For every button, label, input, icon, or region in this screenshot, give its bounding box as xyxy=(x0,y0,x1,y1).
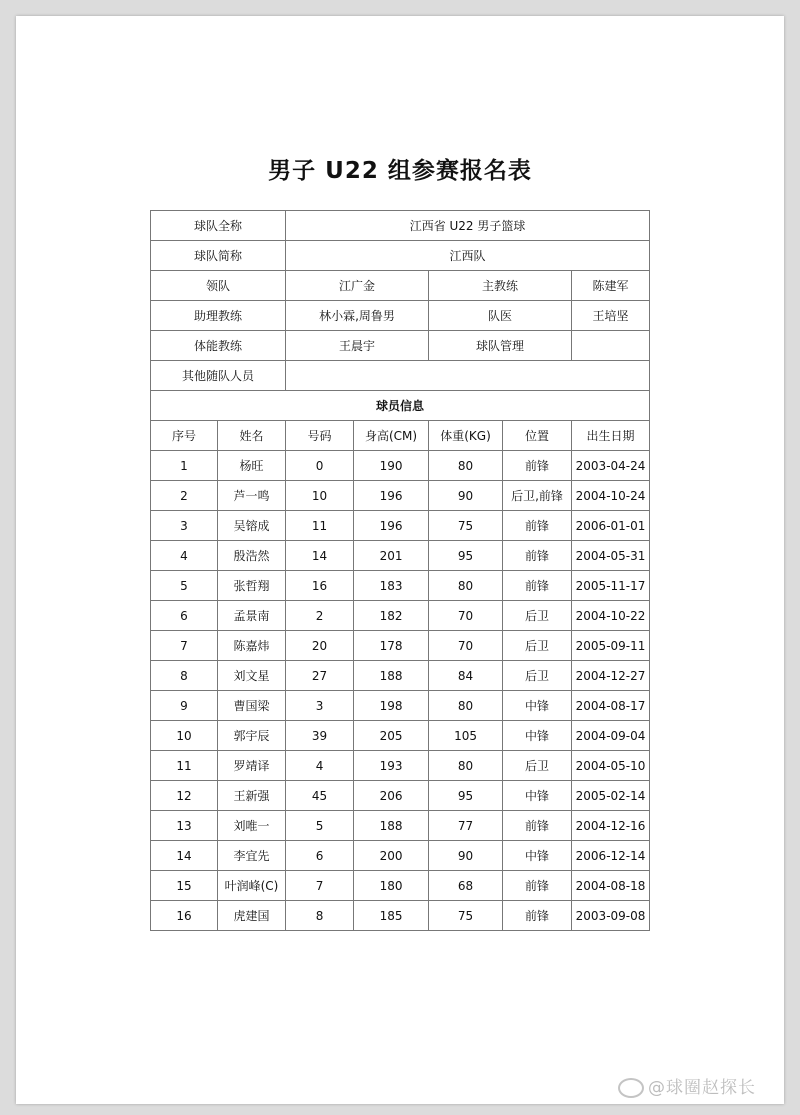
player-position: 前锋 xyxy=(503,511,572,541)
player-number: 4 xyxy=(286,751,354,781)
player-index: 2 xyxy=(151,481,218,511)
player-position: 中锋 xyxy=(503,721,572,751)
leader-value: 江广金 xyxy=(286,271,429,301)
player-number: 8 xyxy=(286,901,354,931)
table-row xyxy=(151,511,650,541)
weibo-icon xyxy=(618,1078,644,1098)
table-row xyxy=(151,451,650,481)
player-name: 虎建国 xyxy=(218,901,286,931)
player-index: 12 xyxy=(151,781,218,811)
player-weight: 95 xyxy=(429,541,503,571)
player-birthdate: 2004-10-24 xyxy=(572,481,650,511)
player-number: 16 xyxy=(286,571,354,601)
player-position: 中锋 xyxy=(503,691,572,721)
player-birthdate: 2004-09-04 xyxy=(572,721,650,751)
player-index: 8 xyxy=(151,661,218,691)
player-number: 11 xyxy=(286,511,354,541)
team-short-name-row xyxy=(151,241,650,271)
player-number: 2 xyxy=(286,601,354,631)
column-header: 姓名 xyxy=(218,421,286,451)
player-weight: 70 xyxy=(429,631,503,661)
player-weight: 80 xyxy=(429,571,503,601)
column-header: 号码 xyxy=(286,421,354,451)
leader-label: 领队 xyxy=(151,271,286,301)
player-number: 39 xyxy=(286,721,354,751)
player-birthdate: 2003-04-24 xyxy=(572,451,650,481)
column-header: 身高(CM) xyxy=(354,421,429,451)
player-index: 15 xyxy=(151,871,218,901)
player-weight: 105 xyxy=(429,721,503,751)
table-row xyxy=(151,481,650,511)
player-position: 中锋 xyxy=(503,841,572,871)
player-name: 吴镕成 xyxy=(218,511,286,541)
player-number: 6 xyxy=(286,841,354,871)
table-row xyxy=(151,751,650,781)
player-name: 芦一鸣 xyxy=(218,481,286,511)
player-birthdate: 2004-05-31 xyxy=(572,541,650,571)
table-row xyxy=(151,541,650,571)
table-row xyxy=(151,901,650,931)
player-weight: 77 xyxy=(429,811,503,841)
player-weight: 84 xyxy=(429,661,503,691)
table-row xyxy=(151,601,650,631)
player-name: 陈嘉炜 xyxy=(218,631,286,661)
player-height: 196 xyxy=(354,511,429,541)
player-position: 后卫 xyxy=(503,631,572,661)
player-weight: 80 xyxy=(429,751,503,781)
player-index: 5 xyxy=(151,571,218,601)
player-name: 曹国梁 xyxy=(218,691,286,721)
player-height: 196 xyxy=(354,481,429,511)
table-row xyxy=(151,721,650,751)
player-height: 200 xyxy=(354,841,429,871)
player-number: 45 xyxy=(286,781,354,811)
head-coach-label: 主教练 xyxy=(429,271,572,301)
player-weight: 75 xyxy=(429,511,503,541)
player-index: 9 xyxy=(151,691,218,721)
player-birthdate: 2005-09-11 xyxy=(572,631,650,661)
player-birthdate: 2006-01-01 xyxy=(572,511,650,541)
player-position: 前锋 xyxy=(503,871,572,901)
fitness-coach-label: 体能教练 xyxy=(151,331,286,361)
table-row xyxy=(151,871,650,901)
player-weight: 75 xyxy=(429,901,503,931)
player-birthdate: 2004-12-27 xyxy=(572,661,650,691)
table-row xyxy=(151,571,650,601)
leader-row xyxy=(151,271,650,301)
player-number: 3 xyxy=(286,691,354,721)
table-row xyxy=(151,691,650,721)
table-row xyxy=(151,661,650,691)
player-weight: 95 xyxy=(429,781,503,811)
player-weight: 90 xyxy=(429,481,503,511)
player-index: 11 xyxy=(151,751,218,781)
player-number: 27 xyxy=(286,661,354,691)
player-number: 20 xyxy=(286,631,354,661)
table-row xyxy=(151,841,650,871)
player-weight: 80 xyxy=(429,691,503,721)
player-index: 6 xyxy=(151,601,218,631)
registration-table xyxy=(150,210,650,931)
player-height: 206 xyxy=(354,781,429,811)
player-name: 张哲翔 xyxy=(218,571,286,601)
player-number: 0 xyxy=(286,451,354,481)
player-birthdate: 2004-10-22 xyxy=(572,601,650,631)
player-position: 后卫 xyxy=(503,751,572,781)
players-header-row xyxy=(151,421,650,451)
player-number: 14 xyxy=(286,541,354,571)
players-section-row xyxy=(151,391,650,421)
player-number: 5 xyxy=(286,811,354,841)
table-row xyxy=(151,631,650,661)
player-weight: 70 xyxy=(429,601,503,631)
player-name: 殷浩然 xyxy=(218,541,286,571)
player-birthdate: 2004-05-10 xyxy=(572,751,650,781)
player-position: 前锋 xyxy=(503,571,572,601)
player-index: 13 xyxy=(151,811,218,841)
player-position: 前锋 xyxy=(503,901,572,931)
assistant-coach-value: 林小霖,周鲁男 xyxy=(286,301,429,331)
player-number: 7 xyxy=(286,871,354,901)
player-birthdate: 2006-12-14 xyxy=(572,841,650,871)
player-weight: 68 xyxy=(429,871,503,901)
team-manager-label: 球队管理 xyxy=(429,331,572,361)
table-row xyxy=(151,781,650,811)
team-doctor-label: 队医 xyxy=(429,301,572,331)
player-birthdate: 2003-09-08 xyxy=(572,901,650,931)
player-birthdate: 2005-02-14 xyxy=(572,781,650,811)
player-position: 前锋 xyxy=(503,541,572,571)
player-position: 前锋 xyxy=(503,811,572,841)
player-birthdate: 2004-12-16 xyxy=(572,811,650,841)
player-name: 王新强 xyxy=(218,781,286,811)
player-birthdate: 2005-11-17 xyxy=(572,571,650,601)
player-height: 201 xyxy=(354,541,429,571)
player-height: 205 xyxy=(354,721,429,751)
player-position: 后卫 xyxy=(503,661,572,691)
player-weight: 90 xyxy=(429,841,503,871)
player-height: 193 xyxy=(354,751,429,781)
player-index: 4 xyxy=(151,541,218,571)
watermark xyxy=(618,1073,756,1098)
document-page xyxy=(16,16,784,1104)
player-height: 182 xyxy=(354,601,429,631)
player-birthdate: 2004-08-17 xyxy=(572,691,650,721)
table-row xyxy=(151,811,650,841)
players-list xyxy=(151,451,650,931)
player-name: 叶润峰(C) xyxy=(218,871,286,901)
column-header: 体重(KG) xyxy=(429,421,503,451)
player-name: 孟景南 xyxy=(218,601,286,631)
team-short-name-label: 球队简称 xyxy=(151,241,286,271)
player-name: 刘文星 xyxy=(218,661,286,691)
column-header: 序号 xyxy=(151,421,218,451)
player-height: 188 xyxy=(354,811,429,841)
player-position: 中锋 xyxy=(503,781,572,811)
team-full-name-label: 球队全称 xyxy=(151,211,286,241)
other-staff-row xyxy=(151,361,650,391)
assistant-row xyxy=(151,301,650,331)
other-staff-value xyxy=(286,361,650,391)
team-full-name-value: 江西省 U22 男子篮球 xyxy=(286,211,650,241)
player-number: 10 xyxy=(286,481,354,511)
player-height: 188 xyxy=(354,661,429,691)
player-position: 后卫,前锋 xyxy=(503,481,572,511)
page-title: 男子 U22 组参赛报名表 xyxy=(268,158,532,184)
player-name: 李宜先 xyxy=(218,841,286,871)
player-name: 杨旺 xyxy=(218,451,286,481)
player-birthdate: 2004-08-18 xyxy=(572,871,650,901)
player-height: 185 xyxy=(354,901,429,931)
team-doctor-value: 王培坚 xyxy=(572,301,650,331)
player-height: 183 xyxy=(354,571,429,601)
fitness-coach-value: 王晨宇 xyxy=(286,331,429,361)
player-index: 3 xyxy=(151,511,218,541)
players-section-heading: 球员信息 xyxy=(151,391,650,421)
player-position: 后卫 xyxy=(503,601,572,631)
player-index: 10 xyxy=(151,721,218,751)
column-header: 位置 xyxy=(503,421,572,451)
player-position: 前锋 xyxy=(503,451,572,481)
assistant-coach-label: 助理教练 xyxy=(151,301,286,331)
team-manager-value xyxy=(572,331,650,361)
other-staff-label: 其他随队人员 xyxy=(151,361,286,391)
player-height: 180 xyxy=(354,871,429,901)
player-index: 14 xyxy=(151,841,218,871)
team-full-name-row xyxy=(151,211,650,241)
head-coach-value: 陈建军 xyxy=(572,271,650,301)
player-height: 178 xyxy=(354,631,429,661)
player-weight: 80 xyxy=(429,451,503,481)
player-index: 7 xyxy=(151,631,218,661)
player-index: 16 xyxy=(151,901,218,931)
player-name: 郭宇辰 xyxy=(218,721,286,751)
column-header: 出生日期 xyxy=(572,421,650,451)
player-height: 198 xyxy=(354,691,429,721)
player-name: 刘唯一 xyxy=(218,811,286,841)
fitness-row xyxy=(151,331,650,361)
player-height: 190 xyxy=(354,451,429,481)
watermark-text: @球圈赵探长 xyxy=(648,1078,756,1098)
player-index: 1 xyxy=(151,451,218,481)
team-short-name-value: 江西队 xyxy=(286,241,650,271)
player-name: 罗靖译 xyxy=(218,751,286,781)
